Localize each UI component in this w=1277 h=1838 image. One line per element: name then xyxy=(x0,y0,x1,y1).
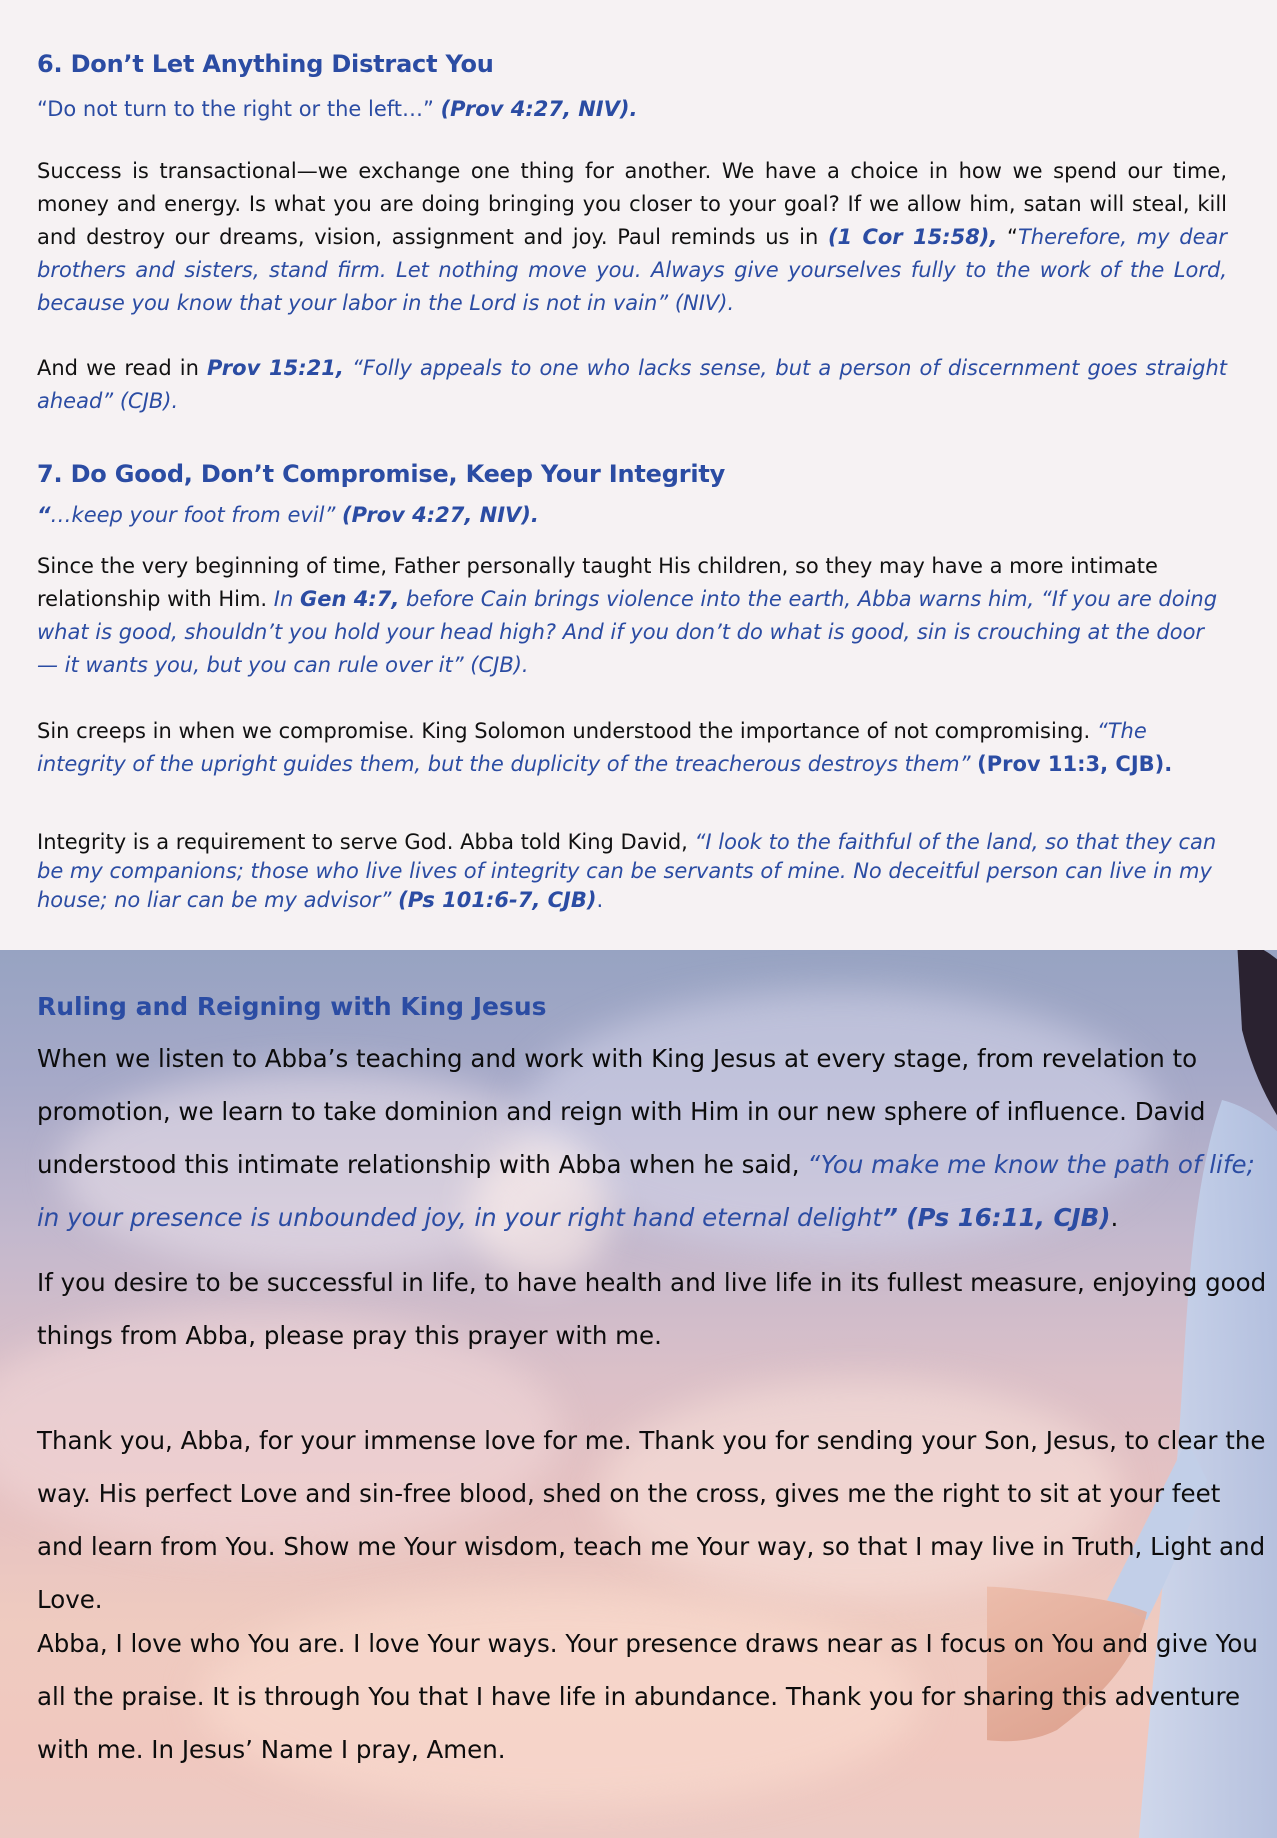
section-6-p1-ref: (1 Cor 15:58), xyxy=(827,225,998,249)
ruling-heading: Ruling and Reigning with King Jesus xyxy=(37,992,547,1021)
section-7-p1-ref: Gen 4:7, xyxy=(299,587,400,611)
section-6-p2-text: And we read in xyxy=(37,356,208,380)
section-7-subquote xyxy=(37,503,1227,527)
section-6-subquote-ref: (Prov 4:27, NIV). xyxy=(440,97,638,121)
section-6-subquote-text: “Do not turn to the right or the left…” xyxy=(37,97,441,121)
ruling-p1-end: . xyxy=(1110,1203,1119,1232)
section-7-paragraph-2 xyxy=(37,715,1227,781)
prayer-paragraph-2: Abba, I love who You are. I love Your ways. Your presence draws near as I focus on You and give You all the praise. It is through You that I have life in abundance. Thank you for sharing this adventure with me. In Jesus’ Name I pray, Amen. xyxy=(37,1629,1258,1764)
section-7-p3-text: Integrity is a requirement to serve God. Abba told King David, xyxy=(37,830,695,854)
section-6-paragraph-1 xyxy=(37,155,1227,320)
section-6-subquote xyxy=(37,97,1227,121)
section-6-paragraph-2 xyxy=(37,352,1227,418)
section-7-paragraph-1 xyxy=(37,550,1227,682)
section-7-subquote-text: …keep your foot from evil” xyxy=(50,503,343,527)
section-7-p3-quote: “I look to the faithful of the land, so that they can be my companions; those who live lives of integrity can be servants of mine. No deceitful person can live in my house; no liar can be my advisor” xyxy=(37,830,1217,912)
section-6-p2-quote: “Folly appeals to one who lacks sense, but a person of discernment goes straight ahead” (CJB). xyxy=(37,356,1227,413)
section-7-subquote-ref: (Prov 4:27, NIV). xyxy=(342,503,539,527)
section-7-subquote-mark: “ xyxy=(37,503,51,527)
section-7-p1-in: In xyxy=(273,587,300,611)
section-6-p2-ref: Prov 15:21, xyxy=(207,356,344,380)
section-6-heading: 6. Don’t Let Anything Distract You xyxy=(37,50,494,78)
prayer-paragraph-1: Thank you, Abba, for your immense love for me. Thank you for sending your Son, Jesus, to clear the way. His perfect Love and sin-free blood, shed on the cross, gives me the right to sit at your feet and learn from You. Show me Your wisdom, teach me Your way, so that I may live in Truth, Light and Love. xyxy=(37,1426,1266,1614)
section-7-paragraph-3 xyxy=(37,828,1227,915)
section-6-p1-text: Success is transactional—we exchange one thing for another. We have a choice in how we spend our time, money and energy. Is what you are doing bringing you closer to your goal? If we allow him, satan will steal, kill and destroy our dreams, vision, assignment and joy. Paul reminds us in xyxy=(37,159,1227,249)
ruling-p1-quote: “You make me know the path of life; in your presence is unbounded joy, in your right hand eternal delight xyxy=(37,1150,1255,1232)
section-7-heading: 7. Do Good, Don’t Compromise, Keep Your Integrity xyxy=(37,460,726,488)
section-6-p1-mark: “ xyxy=(997,225,1018,249)
ruling-paragraph-1 xyxy=(37,1032,1267,1244)
ruling-paragraph-2: If you desire to be successful in life, to have health and live life in its fullest measure, enjoying good things from Abba, please pray this prayer with me. xyxy=(37,1268,1267,1350)
section-7-p1-text: Since the very beginning of time, Father personally taught His children, so they may have a more intimate relationship with Him. xyxy=(37,554,1158,611)
section-7-p2-quote: “The integrity of the upright guides them, but the duplicity of the treacherous destroys them” xyxy=(37,719,1147,776)
section-7-p2-text: Sin creeps in when we compromise. King Solomon understood the importance of not compromising. xyxy=(37,719,1097,743)
ruling-p1-ref: ” (Ps 16:11, CJB) xyxy=(882,1203,1111,1232)
section-7-p3-ref: (Ps 101:6-7, CJB) xyxy=(398,888,597,912)
ruling-p1-text: When we listen to Abba’s teaching and work with King Jesus at every stage, from revelation to promotion, we learn to take dominion and reign with Him in our new sphere of influence. David understood this intimate relationship with Abba when he said, xyxy=(37,1044,1206,1179)
section-7-p2-ref: (Prov 11:3, CJB). xyxy=(977,752,1173,776)
section-7-p3-end: . xyxy=(596,888,604,912)
ruling-section xyxy=(0,950,1277,1838)
section-7-p1-quote: before Cain brings violence into the earth, Abba warns him, “If you are doing what is good, shouldn’t you hold your head high? And if you don’t do what is good, sin is crouching at the door — it wants you, but you can rule over it” (CJB). xyxy=(37,587,1218,677)
section-6-p1-quote: Therefore, my dear brothers and sisters, stand firm. Let nothing move you. Always give yourselves fully to the work of the Lord, because you know that your labor in the Lord is not in vain” (NIV). xyxy=(37,225,1227,315)
